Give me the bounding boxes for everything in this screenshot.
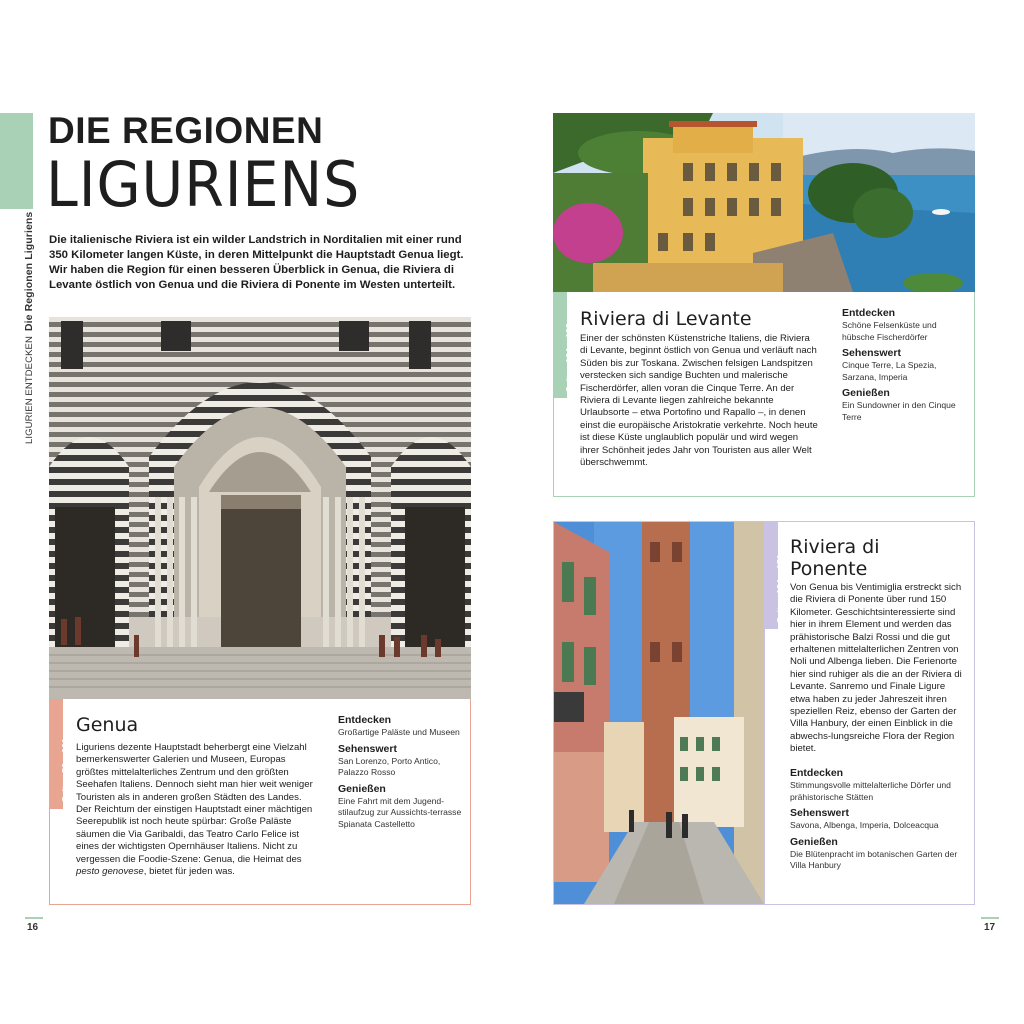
- genua-sehenswert-label: Sehenswert: [338, 742, 397, 755]
- section-color-tab: [0, 113, 33, 209]
- levante-sehenswert-label: Sehenswert: [842, 347, 901, 359]
- ponente-geniessen-label: Genießen: [790, 835, 838, 848]
- genua-entdecken: Großartige Paläste und Museen: [338, 727, 460, 737]
- levante-highlights: [842, 307, 970, 423]
- ponente-pages: Seiten 134 – 171: [775, 554, 785, 623]
- levante-entdecken-label: Entdecken: [842, 307, 896, 319]
- page-number-right: 17: [984, 922, 996, 933]
- ponente-heading-line2: Ponente: [790, 558, 868, 580]
- levante-villa-photo: [553, 113, 975, 292]
- genua-highlights: [338, 714, 463, 830]
- ponente-heading-line1: Riviera di: [790, 536, 880, 558]
- running-head-section: LIGURIEN ENTDECKEN: [24, 336, 35, 444]
- genua-description: Liguriens dezente Hauptstadt beherbergt eine Vielzahl bemerkenswerter Galerien und Museen, Europas größtes mittelalterliches Zentrum und den größten Seehafen Italiens. Dennoch sieht man hier weit weniger Touristen als in anderen großen Städten des Landes. Der Reichtum der einstigen Hauptstadt einer mächtigen Seerepublik ist noch heute spürbar: Große Paläste säumen die Via Garibaldi, das Teatro Carlo Felice ist eines der wichtigsten Opernhäuser Italiens. Nicht zu vergessen die Foodie-Szene: Genua, die Heimat des pesto genovese, bietet für jeden was.: [76, 742, 313, 878]
- ponente-sehenswert-label: Sehenswert: [790, 807, 849, 819]
- ponente-description: Von Genua bis Ventimiglia erstreckt sich die Riviera di Ponente über rund 150 Kilometer. Geschichtsinteressierte sind hier in ihrem Element und werden das prähistorische Balzi Rossi und die gut erhaltenen mittelalterlichen Zentren von Noli und Albenga lieben. Die Ferienorte hier sind ruhiger als die an der Riviera di Levante. Sanremo und Finale Ligure etwa haben zu jeder Jahreszeit ihren speziellen Reiz, ebenso der Garten der Villa Hanbury, der einen Einblick in die abwechs-lungsreiche Flora der Region bietet.: [790, 582, 962, 755]
- ponente-entdecken-label: Entdecken: [790, 767, 844, 779]
- page-title-line2: LIGURIENS: [46, 148, 361, 221]
- levante-heading: Riviera di Levante: [580, 308, 752, 330]
- ponente-entdecken: Stimmungsvolle mittelalterliche Dörfer und prähistorische Stätten: [790, 780, 951, 802]
- genua-heading: Genua: [76, 714, 139, 736]
- ponente-sehenswert: Savona, Albenga, Imperia, Dolceacqua: [790, 820, 939, 830]
- levante-geniessen: Ein Sundowner in den Cinque Terre: [842, 400, 956, 422]
- genua-pages: Seiten 50 – 101: [60, 738, 70, 802]
- levante-pages-tab: [553, 292, 574, 398]
- genua-sehenswert: San Lorenzo, Porto Antico, Palazzo Rosso: [338, 755, 441, 777]
- levante-description: Einer der schönsten Küstenstriche Italiens, die Riviera di Levante, beginnt östlich von Genua und verläuft nach Süden bis zur Toskana. Zwischen felsigen Landspitzen verstecken sich sandige Buchten und malerische Fischerdörfer, allen voran die Cinque Terre. An der Riviera di Levante liegen zahlreiche bekannte Urlaubsorte – etwa Portofino und Rapallo –, in denen einst die europäische Aristokratie verkehrte. Noch heute ist diese Küste unglaublich populär und wird wegen ihrer Schönheit jedes Jahr von Touristen aus aller Welt überschwemmt.: [580, 333, 818, 469]
- page-number-bar-left: [25, 917, 43, 919]
- intro-paragraph: Die italienische Riviera ist ein wilder Landstrich in Norditalien mit einer rund 350 Kilometer langen Küste, in deren Mittelpunkt die Hauptstadt Genua liegt. Wir haben die Region für einen besseren Überblick in Genua, die Riviera di Levante östlich von Genua und die Riviera di Ponente im Westen unterteilt.: [49, 234, 464, 291]
- genua-geniessen: Eine Fahrt mit dem Jugend-stilaufzug zur Aussichts-terrasse Spianata Castelletto: [338, 795, 462, 829]
- genua-cathedral-photo: [49, 317, 471, 699]
- ponente-highlights: [790, 767, 966, 872]
- genua-entdecken-label: Entdecken: [338, 714, 392, 726]
- levante-entdecken: Schöne Felsenküste und hübsche Fischerdörfer: [842, 320, 937, 342]
- page-title-line1: DIE REGIONEN: [48, 110, 324, 151]
- page-number-bar-right: [981, 917, 999, 919]
- running-head-chapter: Die Regionen Liguriens: [23, 211, 35, 332]
- genua-geniessen-label: Genießen: [338, 782, 386, 795]
- ponente-heading: [790, 536, 880, 580]
- levante-sehenswert: Cinque Terre, La Spezia, Sarzana, Imperia: [842, 360, 937, 382]
- levante-pages: Seiten 104 – 133: [564, 323, 574, 392]
- levante-geniessen-label: Genießen: [842, 387, 890, 399]
- genua-pages-tab: [49, 699, 70, 809]
- ponente-street-photo: [554, 522, 764, 904]
- ponente-pages-tab: [764, 521, 785, 629]
- ponente-geniessen: Die Blütenpracht im botanischen Garten der Villa Hanbury: [790, 848, 958, 870]
- running-head: [23, 204, 35, 444]
- page-number-left: 16: [27, 922, 39, 933]
